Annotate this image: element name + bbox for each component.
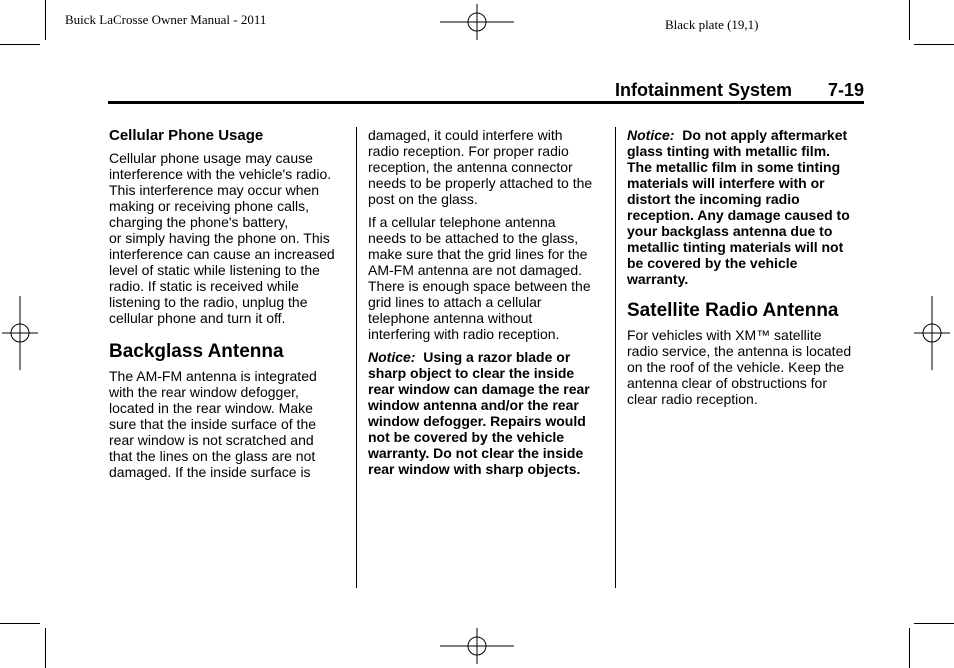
text-line: radio reception. For proper radio	[368, 143, 569, 159]
text-line: damaged, it could interfere with	[368, 127, 563, 143]
text-line: radio. If static is received while	[109, 278, 299, 294]
text-line: not be covered by the vehicle	[368, 429, 565, 445]
text-line: window defogger. Repairs would	[368, 413, 586, 429]
text-line: be covered by the vehicle	[627, 255, 798, 271]
heading-satellite-radio-antenna: Satellite Radio Antenna	[627, 300, 839, 321]
crop-mark-bottom-left-horizontal	[0, 623, 40, 624]
registration-right-icon	[914, 296, 950, 370]
crop-mark-bottom-right-horizontal	[914, 623, 954, 624]
text-line: glass tinting with metallic film.	[627, 143, 831, 159]
text-line: clear radio reception.	[627, 391, 758, 407]
satellite-paragraph	[627, 327, 872, 407]
notice-label: Notice:	[627, 127, 675, 143]
text-line: antenna clear of obstructions for	[627, 375, 828, 391]
text-line: interfering with radio reception.	[368, 326, 560, 342]
text-line: reception, the antenna connector	[368, 159, 573, 175]
notice-razor-blade	[368, 349, 613, 477]
text-line: The AM-FM antenna is integrated	[109, 368, 317, 384]
notice-tinting	[627, 127, 872, 287]
crop-mark-top-left-horizontal	[0, 44, 40, 45]
text-line: materials will interfere with or	[627, 175, 825, 191]
text-line: your backglass antenna due to	[627, 223, 833, 239]
text-line: window antenna and/or the rear	[368, 397, 579, 413]
column-left	[109, 127, 354, 480]
text-line: Do not apply aftermarket	[682, 127, 848, 143]
plate-label: Black plate (19,1)	[665, 17, 759, 32]
text-line: metallic tinting materials will not	[627, 239, 844, 255]
text-line: distort the incoming radio	[627, 191, 800, 207]
text-line: AM-FM antenna are not damaged.	[368, 262, 583, 278]
text-line: There is enough space between the	[368, 278, 591, 294]
text-line: Using a razor blade or	[423, 349, 571, 365]
text-line: post on the glass.	[368, 191, 478, 207]
continued-paragraph	[368, 127, 613, 207]
text-line: For vehicles with XM™ satellite	[627, 327, 822, 343]
text-line: warranty. Do not clear the inside	[368, 445, 584, 461]
text-line: that the lines on the glass are not	[109, 448, 316, 464]
crop-mark-bottom-right-vertical	[909, 628, 910, 668]
text-line: This interference may occur when	[109, 182, 320, 198]
notice-label: Notice:	[368, 349, 416, 365]
crop-mark-bottom-left-vertical	[45, 628, 46, 668]
text-line: making or receiving phone calls,	[109, 198, 309, 214]
cellular-paragraph	[109, 150, 354, 326]
cellular-antenna-paragraph	[368, 214, 613, 342]
registration-left-icon	[2, 296, 38, 370]
text-line: grid lines to attach a cellular	[368, 294, 542, 310]
text-line: The metallic film in some tinting	[627, 159, 841, 175]
crop-mark-top-right-horizontal	[914, 44, 954, 45]
text-line: located in the rear window. Make	[109, 400, 313, 416]
text-line: needs to be properly attached to the	[368, 175, 593, 191]
manual-title: Buick LaCrosse Owner Manual - 2011	[65, 12, 267, 27]
text-line: warranty.	[627, 271, 689, 287]
text-line: damaged. If the inside surface is	[109, 464, 311, 480]
text-line: interference can cause an increased	[109, 246, 335, 262]
heading-backglass-antenna: Backglass Antenna	[109, 341, 284, 362]
text-line: telephone antenna without	[368, 310, 533, 326]
crop-mark-top-left-vertical	[45, 0, 46, 40]
text-line: rear window with sharp objects.	[368, 461, 581, 477]
text-line: rear window is not scratched and	[109, 432, 314, 448]
text-line: rear window can damage the rear	[368, 381, 590, 397]
text-line: sure that the inside surface of the	[109, 416, 317, 432]
backglass-paragraph	[109, 368, 354, 480]
registration-bottom-icon	[440, 628, 514, 664]
text-line: cellular phone and turn it off.	[109, 310, 286, 326]
column-right	[627, 127, 872, 407]
text-line: listening to the radio, unplug the	[109, 294, 308, 310]
text-line: or simply having the phone on. This	[109, 230, 330, 246]
header-rule	[108, 101, 864, 104]
text-line: make sure that the grid lines for the	[368, 246, 588, 262]
heading-cellular-phone-usage: Cellular Phone Usage	[109, 127, 264, 144]
text-line: on the roof of the vehicle. Keep the	[627, 359, 845, 375]
text-line: charging the phone's battery,	[109, 214, 289, 230]
text-line: reception. Any damage caused to	[627, 207, 850, 223]
column-divider-2	[615, 127, 616, 588]
text-line: sharp object to clear the inside	[368, 365, 575, 381]
text-line: Cellular phone usage may cause	[109, 150, 313, 166]
text-line: needs to be attached to the glass,	[368, 230, 579, 246]
text-line: level of static while listening to the	[109, 262, 320, 278]
text-line: with the rear window defogger,	[109, 384, 299, 400]
page-number: 7-19	[828, 80, 865, 100]
registration-top-icon	[440, 4, 514, 40]
section-title: Infotainment System	[615, 80, 793, 100]
crop-mark-top-right-vertical	[909, 0, 910, 40]
text-line: If a cellular telephone antenna	[368, 214, 556, 230]
column-divider-1	[356, 127, 357, 588]
column-middle	[368, 127, 613, 477]
text-line: interference with the vehicle's radio.	[109, 166, 332, 182]
text-line: radio service, the antenna is located	[627, 343, 852, 359]
